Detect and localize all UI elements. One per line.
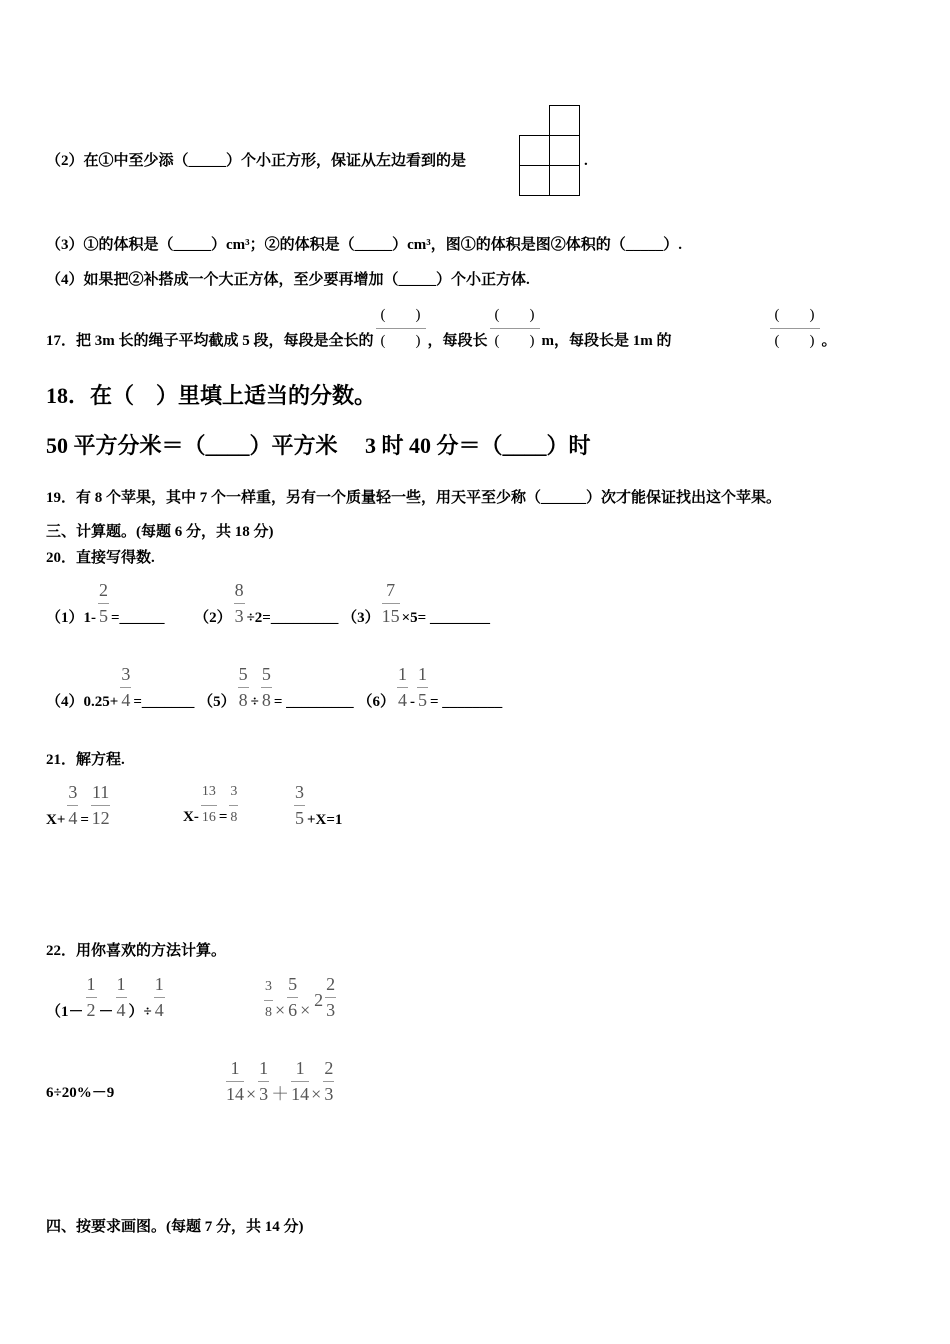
fraction [116, 974, 127, 1020]
math-text: 4 [154, 1000, 164, 1020]
math-text: 3 [67, 782, 78, 806]
fraction [120, 664, 131, 710]
q20-row2 [46, 664, 502, 712]
q21-title: 21．解方程. [46, 752, 125, 768]
math-text: 12 [91, 808, 110, 828]
math-text: 3 [324, 1084, 334, 1104]
math-text: （6） [357, 694, 395, 710]
math-text: ( ) [774, 333, 815, 349]
math-text: 3 [264, 977, 273, 1001]
math-text: 3 [326, 1000, 336, 1020]
math-text: × [300, 1000, 311, 1020]
math-text: ÷ [250, 694, 259, 710]
math-text: 3 [294, 782, 305, 806]
q22-expr4 [224, 1058, 336, 1106]
math-text: （1－ [46, 1004, 84, 1020]
math-text: 1 [116, 974, 127, 998]
q20-row1 [46, 580, 490, 628]
fraction [86, 974, 97, 1020]
math-text: 5 [417, 690, 427, 710]
math-text: 14 [291, 1084, 310, 1104]
q20-title: 20．直接写得数. [46, 550, 155, 566]
math-text: ÷2=_________ [246, 610, 339, 626]
blank-fraction[interactable] [490, 305, 540, 351]
q16-part4: （4）如果把②补搭成一个大正方体，至少要再增加（_____）个小正方体. [46, 272, 530, 288]
math-text: （3） [342, 610, 380, 626]
fraction [67, 782, 78, 828]
fraction [287, 974, 298, 1020]
fraction [291, 1058, 309, 1104]
math-text: =______ [111, 610, 165, 626]
math-text: 3 [234, 606, 244, 626]
q16-part2 [46, 151, 466, 171]
fraction [226, 1058, 244, 1104]
math-text: 6 [288, 1000, 298, 1020]
fraction [201, 782, 217, 828]
fraction [264, 977, 273, 1023]
math-text: 14 [226, 1084, 244, 1104]
math-text: = ________ [429, 694, 503, 710]
math-text: ×5= ________ [401, 610, 490, 626]
math-text: 4 [68, 808, 78, 828]
figure-cell [549, 165, 580, 196]
math-text: 4 [121, 690, 131, 710]
math-text: = [218, 809, 228, 825]
math-text: × [246, 1084, 257, 1104]
math-text: 18．在（ ）里填上适当的分数。 [46, 383, 377, 408]
figure-cell [519, 135, 550, 166]
math-text: 2 [323, 1058, 334, 1082]
math-text: - [409, 694, 415, 710]
fraction [229, 782, 238, 828]
figure-cell [519, 165, 550, 196]
fraction [154, 974, 165, 1020]
math-text: （1）1- [46, 610, 96, 626]
math-text: 5 [287, 974, 298, 998]
math-text: 1 [154, 974, 165, 998]
math-text: 15 [381, 606, 400, 626]
figure-cell [549, 105, 580, 136]
math-text: × [275, 1000, 286, 1020]
math-text: 2 [86, 1000, 96, 1020]
math-text: +X=1 [307, 812, 343, 828]
math-text: 3 [229, 782, 238, 806]
math-text: 17．把 3m 长的绳子平均截成 5 段，每段是全长的 [46, 333, 374, 349]
q22-title: 22．用你喜欢的方法计算。 [46, 943, 227, 959]
math-text: × [311, 1084, 322, 1104]
q22-expr2 [262, 974, 338, 1023]
math-text: ，每段长 [427, 333, 488, 349]
math-text: 2 [325, 974, 336, 998]
math-text: =_______ [133, 694, 195, 710]
math-text: 8 [238, 690, 248, 710]
math-text: 7 [382, 580, 400, 604]
math-text: 16 [201, 810, 216, 825]
math-text: 8 [265, 1005, 272, 1020]
math-text: 1 [86, 974, 97, 998]
math-text: 8 [234, 580, 245, 604]
math-text: X- [183, 809, 199, 825]
q16-part2-end: . [584, 153, 588, 169]
math-text: ( ) [376, 305, 426, 329]
math-text: = [80, 812, 89, 828]
math-text: 2 [98, 580, 109, 604]
figure-cell [549, 135, 580, 166]
math-text: 5 [99, 606, 108, 626]
math-text: （2） [194, 610, 232, 626]
math-text: 13 [201, 782, 217, 806]
math-text: （2）在①中至少添（_____）个小正方形，保证从左边看到的是 [46, 153, 467, 169]
fraction [234, 580, 245, 626]
math-text: （5） [198, 694, 236, 710]
fraction [397, 664, 408, 710]
q17 [46, 305, 837, 351]
fraction [325, 974, 336, 1020]
math-text: 1 [291, 1058, 309, 1082]
math-text: 5 [261, 664, 272, 688]
math-text: ( ) [490, 305, 540, 329]
q18-line: 50 平方分米＝（____）平方米 3 时 40 分＝（____）时 [46, 433, 591, 458]
math-text: = _________ [273, 694, 354, 710]
math-text: 3 [120, 664, 131, 688]
q21-eq2 [183, 782, 240, 828]
fraction [238, 664, 249, 710]
math-text: 1 [397, 664, 408, 688]
math-text: 4 [116, 1000, 126, 1020]
math-text: ）÷ [128, 1004, 152, 1020]
q21-eq3 [292, 782, 342, 830]
blank-fraction[interactable] [770, 305, 820, 351]
math-text: 11 [91, 782, 110, 806]
math-text: （4）0.25+ [46, 694, 119, 710]
math-text: － [98, 1004, 114, 1020]
math-text: 1 [258, 1058, 269, 1082]
q21-eq1 [46, 782, 112, 830]
q19: 19．有 8 个苹果，其中 7 个一样重，另有一个质量轻一些，用天平至少称（______）次才能保证找出这个苹果。 [46, 490, 782, 506]
q22-expr3: 6÷20%－9 [46, 1085, 115, 1101]
math-text: 8 [230, 810, 238, 825]
fraction [294, 782, 305, 828]
math-text: 2 [314, 990, 324, 1010]
fraction [382, 580, 400, 626]
fraction [417, 664, 428, 710]
blank-fraction[interactable] [376, 305, 426, 351]
math-text: 。 [821, 333, 837, 349]
math-text: ( ) [494, 333, 535, 349]
section-3-heading: 三、计算题。(每题 6 分，共 18 分) [46, 524, 274, 540]
math-text: 3 [259, 1084, 269, 1104]
fraction [91, 782, 110, 828]
math-text: 1 [226, 1058, 244, 1082]
math-text: 1 [417, 664, 428, 688]
math-text: 8 [261, 690, 271, 710]
fraction [261, 664, 272, 710]
math-text: m，每段长是 1m 的 [541, 333, 672, 349]
fraction [323, 1058, 334, 1104]
q22-expr1 [46, 974, 167, 1022]
section-4-heading: 四、按要求画图。(每题 7 分，共 14 分) [46, 1219, 304, 1235]
math-text: X+ [46, 812, 66, 828]
q16-part3: （3）①的体积是（_____）cm³；②的体积是（_____）cm³，图①的体积是图②体积的（_____）. [46, 237, 683, 253]
fraction [98, 580, 109, 626]
math-text: 5 [295, 808, 304, 828]
math-text: ＋ [271, 1084, 290, 1104]
math-text: ( ) [380, 333, 421, 349]
math-text: 5 [238, 664, 249, 688]
math-text: ( ) [770, 305, 820, 329]
fraction [258, 1058, 269, 1104]
q18-title [46, 383, 377, 408]
math-text: 4 [397, 690, 407, 710]
